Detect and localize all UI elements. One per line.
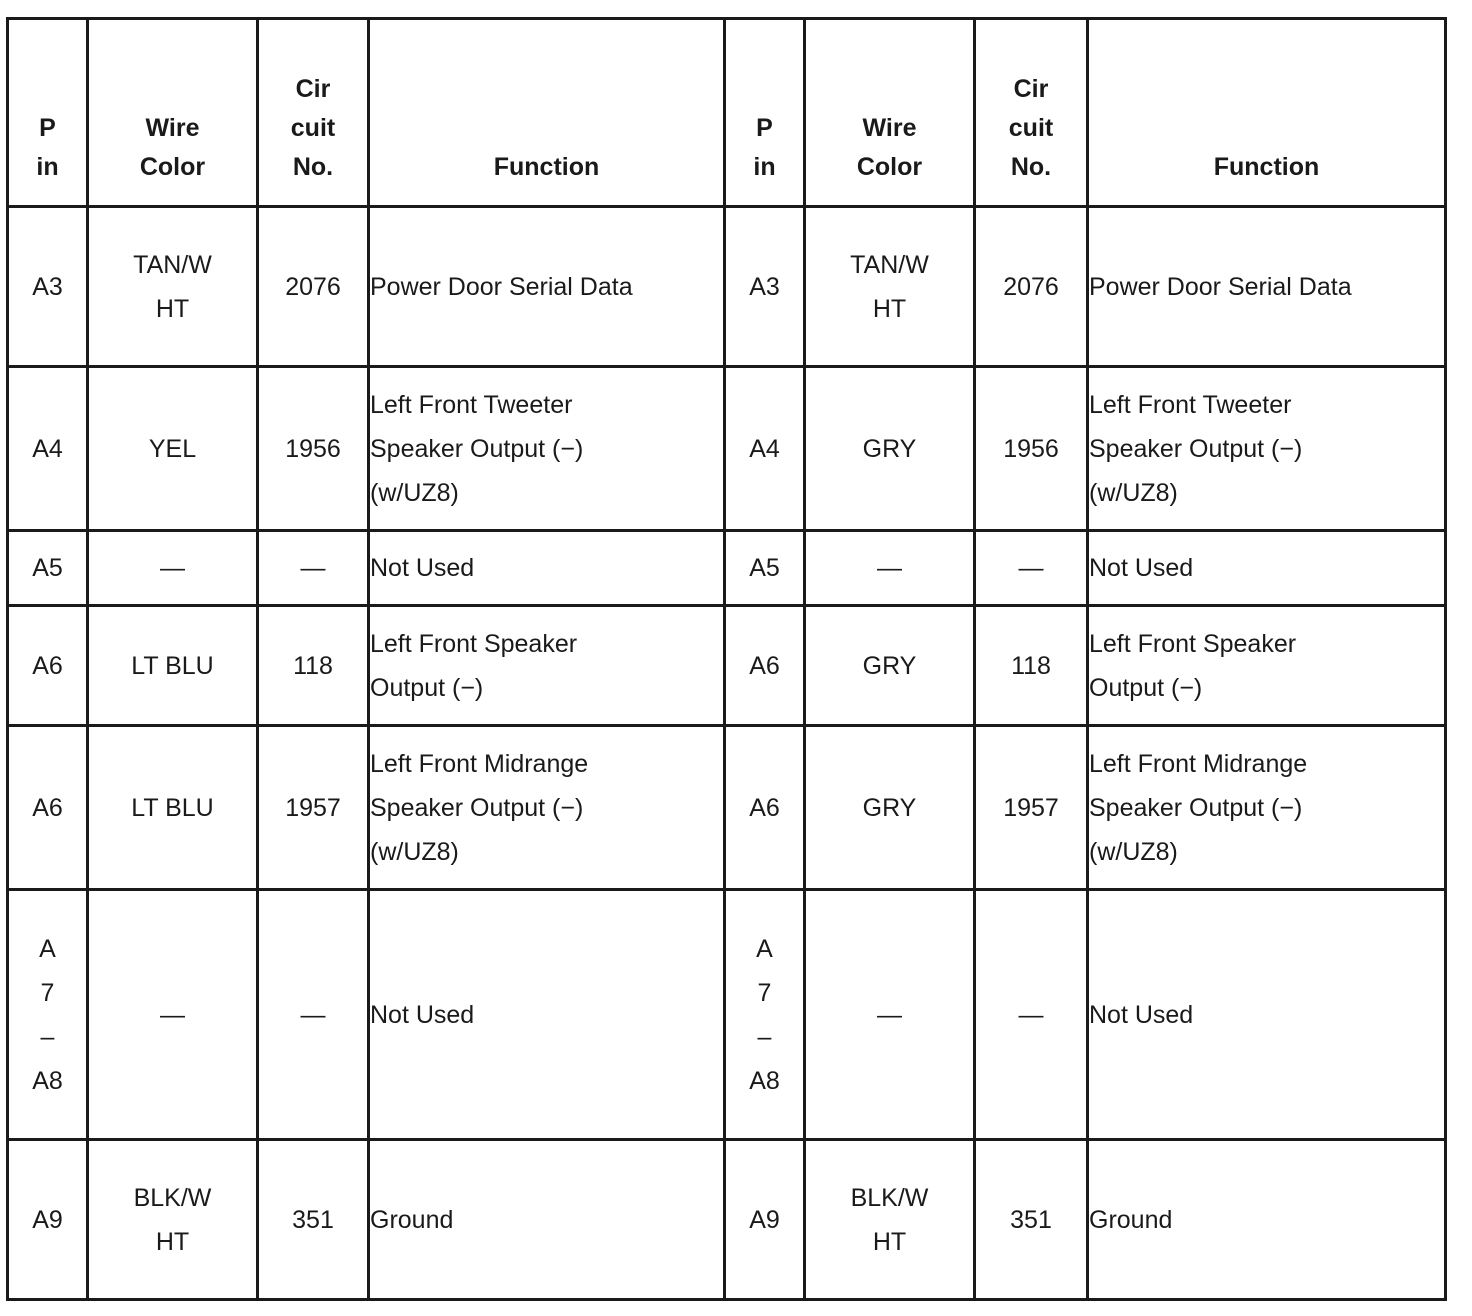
table-row [8,726,1446,890]
pin-cell: A6 [8,726,88,890]
function-cell: Left Front Tweeter Speaker Output (−) (w/UZ8) [1088,367,1446,531]
pin-cell: A6 [725,606,805,726]
function-cell: Left Front Tweeter Speaker Output (−) (w/UZ8) [369,367,725,531]
pin-cell: A3 [725,207,805,367]
wire-color-cell: GRY [805,367,975,531]
pin-cell: A 7 – A8 [8,890,88,1140]
circuit-cell: — [258,890,369,1140]
circuit-cell: 2076 [258,207,369,367]
header-wire-color: Wire Color [805,19,975,207]
wire-color-cell: YEL [88,367,258,531]
header-function: Function [369,19,725,207]
pin-cell: A5 [725,531,805,606]
wire-color-cell: TAN/W HT [88,207,258,367]
pin-cell: A5 [8,531,88,606]
wire-color-cell: — [88,890,258,1140]
circuit-cell: 351 [975,1140,1088,1300]
circuit-cell: 351 [258,1140,369,1300]
function-cell: Not Used [369,531,725,606]
function-cell: Power Door Serial Data [1088,207,1446,367]
header-function: Function [1088,19,1446,207]
function-cell: Left Front Speaker Output (−) [369,606,725,726]
circuit-cell: — [975,890,1088,1140]
header-pin: P in [8,19,88,207]
function-cell: Not Used [1088,531,1446,606]
function-cell: Ground [369,1140,725,1300]
pin-cell: A9 [725,1140,805,1300]
pin-cell: A6 [725,726,805,890]
pin-cell: A4 [725,367,805,531]
header-wire-color: Wire Color [88,19,258,207]
wire-color-cell: LT BLU [88,726,258,890]
circuit-cell: 118 [975,606,1088,726]
wire-color-cell: LT BLU [88,606,258,726]
table-row [8,890,1446,1140]
circuit-cell: 118 [258,606,369,726]
pin-cell: A6 [8,606,88,726]
circuit-cell: — [975,531,1088,606]
function-cell: Not Used [369,890,725,1140]
wire-color-cell: BLK/W HT [88,1140,258,1300]
circuit-cell: 1956 [258,367,369,531]
table-row [8,606,1446,726]
circuit-cell: 1956 [975,367,1088,531]
header-pin: P in [725,19,805,207]
pin-cell: A9 [8,1140,88,1300]
function-cell: Left Front Midrange Speaker Output (−) (w/UZ8) [369,726,725,890]
connector-pinout-table [6,17,1447,1301]
circuit-cell: — [258,531,369,606]
pin-cell: A3 [8,207,88,367]
function-cell: Left Front Speaker Output (−) [1088,606,1446,726]
header-circuit-no: Cir cuit No. [975,19,1088,207]
function-cell: Power Door Serial Data [369,207,725,367]
wire-color-cell: — [88,531,258,606]
header-row [8,19,1446,207]
pin-cell: A4 [8,367,88,531]
table-row [8,367,1446,531]
table-row [8,531,1446,606]
wire-color-cell: TAN/W HT [805,207,975,367]
circuit-cell: 2076 [975,207,1088,367]
wire-color-cell: GRY [805,726,975,890]
header-circuit-no: Cir cuit No. [258,19,369,207]
table-row [8,207,1446,367]
table-row [8,1140,1446,1300]
wire-color-cell: — [805,531,975,606]
function-cell: Left Front Midrange Speaker Output (−) (w/UZ8) [1088,726,1446,890]
function-cell: Not Used [1088,890,1446,1140]
wire-color-cell: — [805,890,975,1140]
circuit-cell: 1957 [258,726,369,890]
wire-color-cell: GRY [805,606,975,726]
function-cell: Ground [1088,1140,1446,1300]
wire-color-cell: BLK/W HT [805,1140,975,1300]
pin-cell: A 7 – A8 [725,890,805,1140]
circuit-cell: 1957 [975,726,1088,890]
